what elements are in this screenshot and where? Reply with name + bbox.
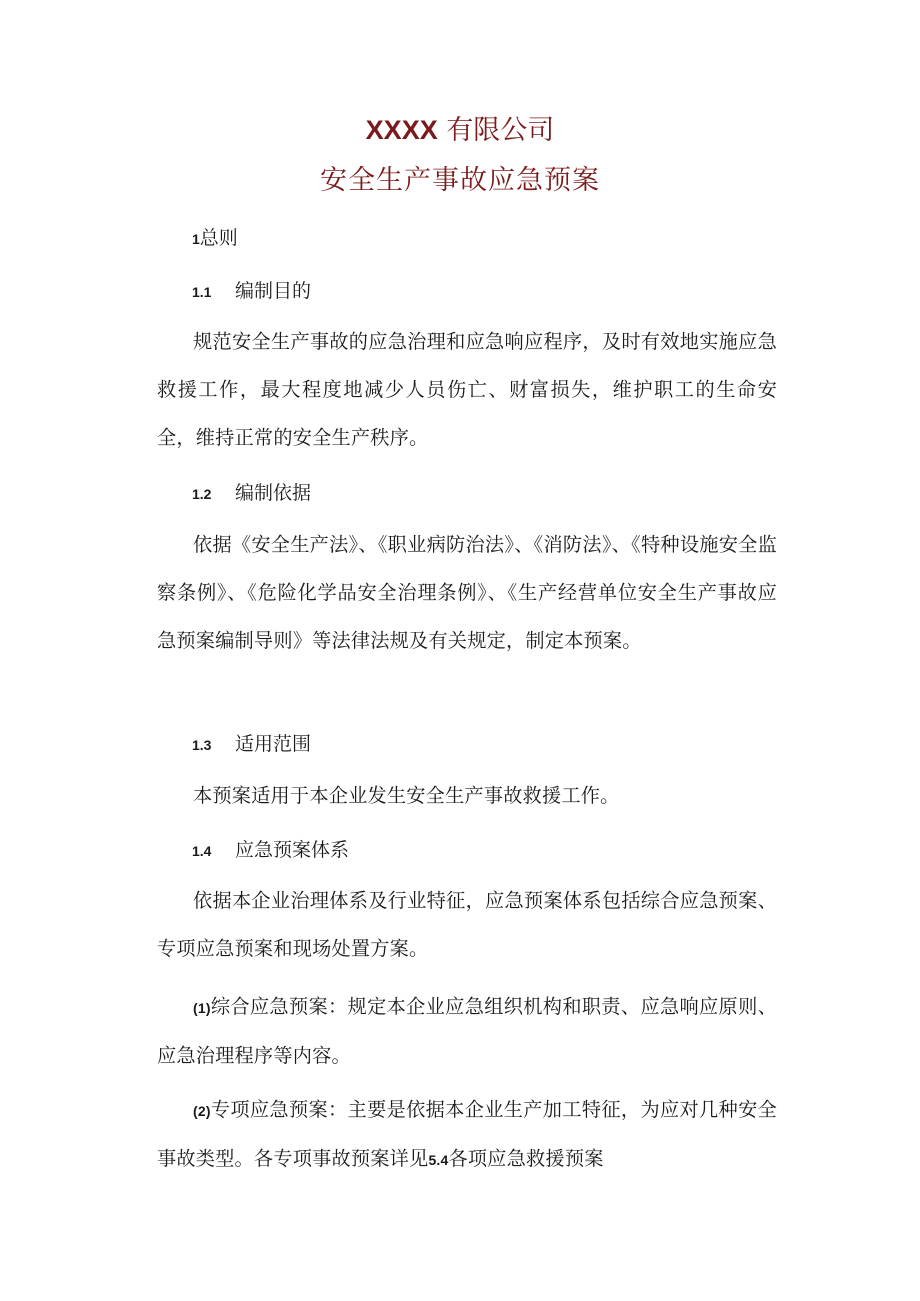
list-item-2 <box>157 1086 777 1184</box>
section-title: 编制依据 <box>235 482 312 504</box>
section-title: 应急预案体系 <box>235 839 350 861</box>
section-heading-1-3 <box>192 730 311 759</box>
section-heading-1-1 <box>192 277 311 306</box>
section-heading-1-2 <box>192 479 311 508</box>
section-number: 1.4 <box>192 843 212 859</box>
section-number: 1 <box>192 231 200 247</box>
section-reference: 5.4 <box>428 1152 449 1168</box>
section-title: 总则 <box>199 227 238 249</box>
section-heading-1 <box>192 224 238 253</box>
section-body-1-4: 依据本企业治理体系及行业特征，应急预案体系包括综合应急预案、专项应急预案和现场处置方案。 <box>157 889 777 960</box>
company-title <box>0 112 920 149</box>
section-number: 1.2 <box>192 486 212 502</box>
section-title: 编制目的 <box>235 280 312 302</box>
section-number: 1.3 <box>192 737 212 753</box>
section-heading-1-4 <box>192 836 349 865</box>
list-item-number: (2) <box>193 1103 211 1119</box>
list-item-text: 综合应急预案：规定本企业应急组织机构和职责、应急响应原则、应急治理程序等内容。 <box>157 995 777 1067</box>
section-body-1-1: 规范安全生产事故的应急治理和应急响应程序，及时有效地实施应急救援工作，最大程度地减少人员伤亡、财富损失，维护职工的生命安全，维持正常的安全生产秩序。 <box>157 330 777 449</box>
list-item-1 <box>157 983 777 1080</box>
company-suffix: 有限公司 <box>446 115 555 146</box>
company-name-placeholder: XXXX <box>365 115 438 145</box>
section-number: 1.1 <box>192 284 212 300</box>
list-item-text-tail: 各项应急救援预案 <box>448 1147 604 1170</box>
list-item-number: (1) <box>193 1000 211 1016</box>
section-body-1-2: 依据《安全生产法》、《职业病防治法》、《消防法》、《特种设施安全监察条例》、《危险化学品安全治理条例》、《生产经营单位安全生产事故应急预案编制导则》等法律法规及有关规定，制定本预案。 <box>157 533 777 652</box>
section-title: 适用范围 <box>235 733 312 755</box>
plan-title: 安全生产事故应急预案 <box>320 165 600 196</box>
section-body-1-3: 本预案适用于本企业发生安全生产事故救援工作。 <box>193 784 620 807</box>
list-item-text: 专项应急预案：主要是依据本企业生产加工特征，为应对几种安全事故类型。各专项事故预案详见 <box>157 1098 777 1170</box>
